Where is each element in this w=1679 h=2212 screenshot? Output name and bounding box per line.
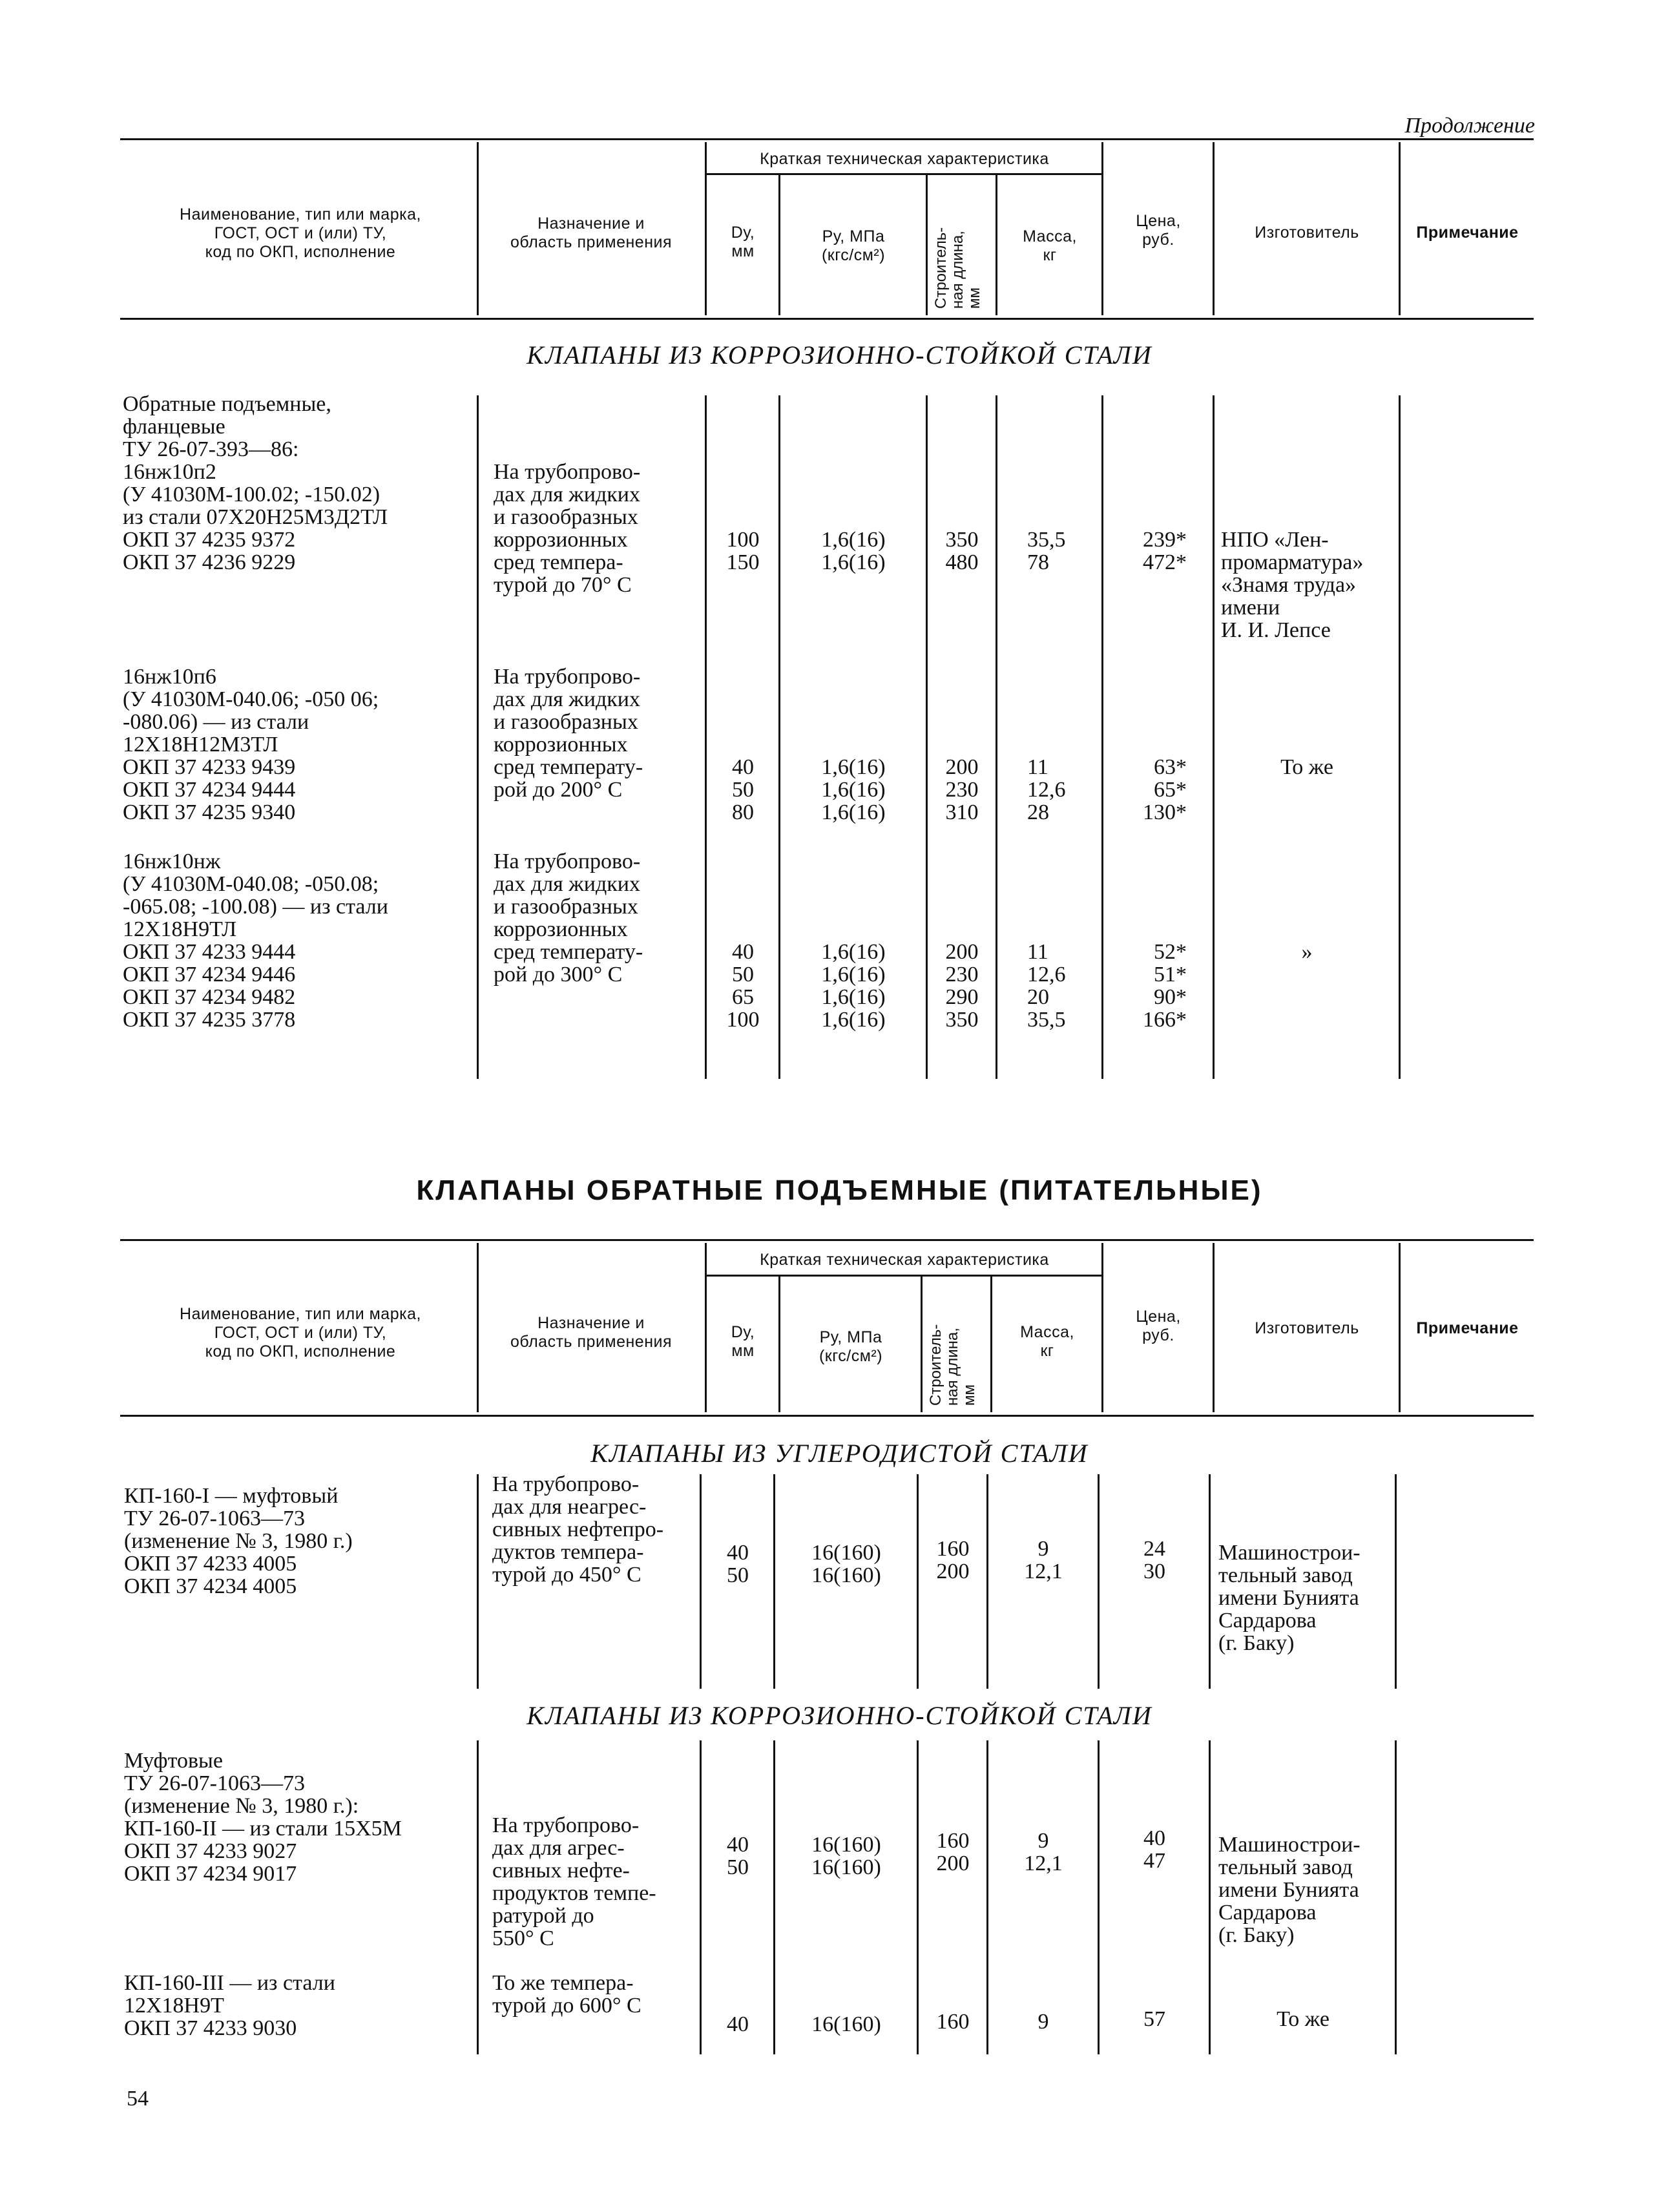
- row-name: Обратные подъемные, фланцевые ТУ 26-07-393—86: 16нж10п2 (У 41030М-100.02; -150.02) из стали 07Х20Н25М3Д2ТЛ ОКП 37 4235 9372 ОКП 37 4236 9229: [123, 392, 388, 574]
- row-py: 16(160) 16(160): [811, 1541, 881, 1587]
- row-py: 1,6(16) 1,6(16) 1,6(16) 1,6(16): [821, 940, 886, 1032]
- row-price: 239* 472*: [1143, 528, 1187, 574]
- row-dy: 40 50: [727, 1541, 749, 1587]
- row-price: 57: [1143, 2007, 1165, 2031]
- row-price: 52* 51* 90* 166*: [1143, 940, 1187, 1032]
- header-maker: Изготовитель: [1255, 224, 1359, 242]
- row-name: Муфтовые ТУ 26-07-1063—73 (изменение № 3, 1980 г.): КП-160-II — из стали 15Х5М ОКП 37 4233 9027 ОКП 37 4234 9017: [124, 1749, 402, 1886]
- row-purpose: То же темпера- турой до 600° С: [492, 1971, 641, 2018]
- header-brief: Краткая техническая характеристика: [760, 1251, 1049, 1269]
- row-purpose: На трубопрово- дах для агрес- сивных нефте- продуктов темпе- ратурой до 550° С: [492, 1813, 656, 1950]
- row-price: 40 47: [1143, 1826, 1165, 1873]
- row-dy: 100 150: [726, 528, 760, 574]
- row-price: 24 30: [1143, 1537, 1165, 1583]
- row-py: 1,6(16) 1,6(16) 1,6(16): [821, 755, 886, 824]
- row-maker: НПО «Лен- промарматура» «Знамя труда» имени И. И. Лепсе: [1221, 528, 1364, 642]
- row-length: 160: [936, 2010, 970, 2034]
- row-maker: То же: [1280, 755, 1333, 779]
- row-name: КП-160-III — из стали 12Х18Н9Т ОКП 37 4233 9030: [124, 1971, 335, 2040]
- header-purpose: Назначение и область применения: [510, 1314, 673, 1351]
- row-purpose: На трубопрово- дах для жидких и газообразных коррозионных сред температу- рой до 200° С: [494, 665, 643, 802]
- row-dy: 40 50: [727, 1833, 749, 1879]
- row-py: 16(160) 16(160): [811, 1833, 881, 1879]
- row-length: 160 200: [936, 1537, 970, 1583]
- header-mass: Масса, кг: [1023, 227, 1077, 264]
- row-mass: 9 12,1: [1024, 1537, 1063, 1583]
- header-brief: Краткая техническая характеристика: [760, 150, 1049, 168]
- section-title-stainless-2: КЛАПАНЫ ИЗ КОРРОЗИОННО-СТОЙКОЙ СТАЛИ: [527, 1701, 1152, 1730]
- row-length: 350 480: [945, 528, 979, 574]
- row-name: 16нж10нж (У 41030М-040.08; -050.08; -065.08; -100.08) — из стали 12Х18Н9ТЛ ОКП 37 4233 9444 ОКП 37 4234 9446 ОКП 37 4234 9482 ОКП 37 4235 3778: [123, 850, 388, 1032]
- row-mass: 35,5 78: [1027, 528, 1066, 574]
- header-dy: Dу, мм: [731, 1323, 755, 1360]
- row-mass: 9: [1038, 2010, 1049, 2034]
- row-maker: »: [1301, 940, 1313, 964]
- header-py: Pу, МПа (кгс/см²): [819, 1328, 883, 1365]
- row-maker: То же: [1277, 2007, 1330, 2031]
- main-title: КЛАПАНЫ ОБРАТНЫЕ ПОДЪЕМНЫЕ (ПИТАТЕЛЬНЫЕ): [416, 1174, 1263, 1206]
- header-length: Строитель- ная длина, мм: [927, 1324, 978, 1406]
- header-mass: Масса, кг: [1020, 1323, 1074, 1360]
- row-length: 200 230 310: [945, 755, 979, 824]
- row-mass: 11 12,6 28: [1027, 755, 1066, 824]
- row-length: 160 200: [936, 1829, 970, 1875]
- row-price: 63* 65* 130*: [1143, 755, 1187, 824]
- page-number: 54: [127, 2087, 149, 2111]
- header-price: Цена, руб.: [1136, 212, 1181, 249]
- header-maker: Изготовитель: [1255, 1319, 1359, 1337]
- header-name: Наименование, тип или марка, ГОСТ, ОСТ и (или) ТУ, код по ОКП, исполнение: [180, 205, 421, 261]
- row-purpose: На трубопрово- дах для жидких и газообразных коррозионных сред температу- рой до 300° С: [494, 850, 643, 986]
- row-py: 16(160): [811, 2012, 881, 2036]
- row-name: 16нж10п6 (У 41030М-040.06; -050 06; -080.06) — из стали 12Х18Н12М3ТЛ ОКП 37 4233 9439 ОКП 37 4234 9444 ОКП 37 4235 9340: [123, 665, 379, 824]
- header-name: Наименование, тип или марка, ГОСТ, ОСТ и (или) ТУ, код по ОКП, исполнение: [180, 1305, 421, 1361]
- row-maker: Машинострои- тельный завод имени Бунията Сардарова (г. Баку): [1218, 1833, 1361, 1947]
- row-mass: 11 12,6 20 35,5: [1027, 940, 1066, 1032]
- row-purpose: На трубопрово- дах для неагрес- сивных нефтепро- дуктов темпера- турой до 450° С: [492, 1472, 664, 1587]
- row-py: 1,6(16) 1,6(16): [821, 528, 886, 574]
- row-name: КП-160-I — муфтовый ТУ 26-07-1063—73 (изменение № 3, 1980 г.) ОКП 37 4233 4005 ОКП 37 4234 4005: [124, 1484, 353, 1598]
- header-length: Строитель- ная длина, мм: [932, 227, 983, 309]
- header-dy: Dу, мм: [731, 224, 755, 260]
- header-py: Pу, МПа (кгс/см²): [821, 227, 886, 264]
- row-dy: 40 50 65 100: [726, 940, 760, 1032]
- row-maker: Машинострои- тельный завод имени Бунията Сардарова (г. Баку): [1218, 1541, 1361, 1655]
- row-dy: 40: [727, 2012, 749, 2036]
- row-purpose: На трубопрово- дах для жидких и газообразных коррозионных сред темпера- турой до 70° С: [494, 460, 641, 597]
- header-purpose: Назначение и область применения: [510, 214, 673, 251]
- row-length: 200 230 290 350: [945, 940, 979, 1032]
- row-dy: 40 50 80: [732, 755, 754, 824]
- section-title-stainless: КЛАПАНЫ ИЗ КОРРОЗИОННО-СТОЙКОЙ СТАЛИ: [527, 340, 1152, 370]
- section-title-carbon: КЛАПАНЫ ИЗ УГЛЕРОДИСТОЙ СТАЛИ: [590, 1439, 1089, 1468]
- header-price: Цена, руб.: [1136, 1308, 1181, 1344]
- header-note: Примечание: [1416, 224, 1519, 242]
- header-note: Примечание: [1416, 1319, 1519, 1337]
- row-mass: 9 12,1: [1024, 1829, 1063, 1875]
- continuation-label: Продолжение: [1404, 114, 1535, 138]
